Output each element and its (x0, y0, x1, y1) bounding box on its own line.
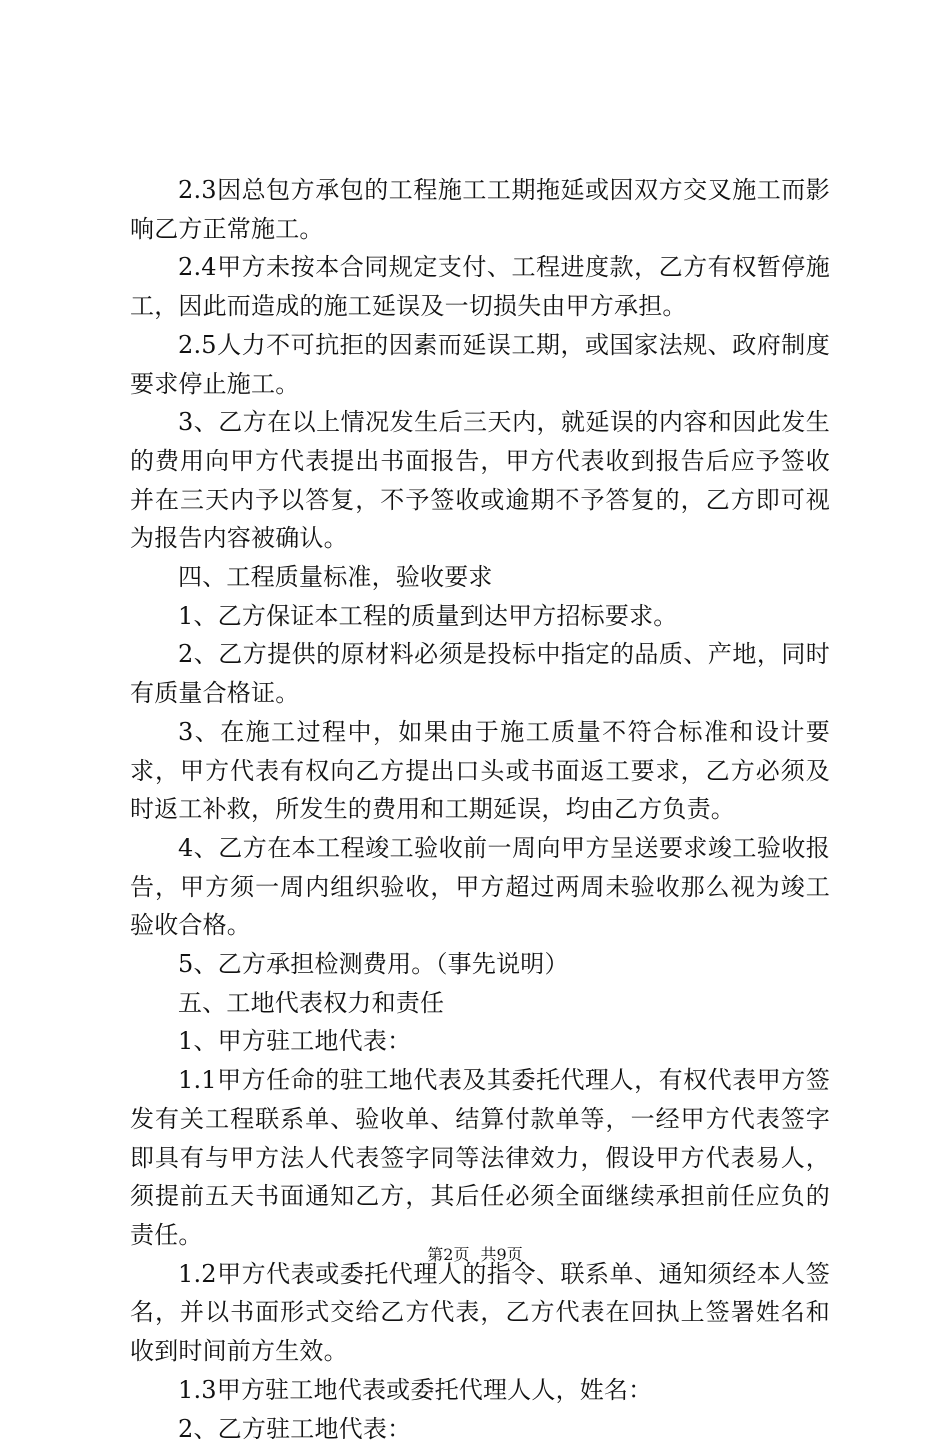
paragraph: 2.5人力不可抗拒的因素而延误工期，或国家法规、政府制度要求停止施工。 (130, 326, 830, 403)
paragraph: 1.2甲方代表或委托代理人的指令、联系单、通知须经本人签名，并以书面形式交给乙方代表，乙方代表在回执上签署姓名和收到时间前方生效。 (130, 1255, 830, 1371)
paragraph: 2.4甲方未按本合同规定支付、工程进度款，乙方有权暂停施工，因此而造成的施工延误及一切损失由甲方承担。 (130, 248, 830, 325)
paragraph: 3、乙方在以上情况发生后三天内，就延误的内容和因此发生的费用向甲方代表提出书面报告，甲方代表收到报告后应予签收并在三天内予以答复，不予签收或逾期不予答复的，乙方即可视为报告内容被确认。 (130, 403, 830, 558)
paragraph: 3、在施工过程中，如果由于施工质量不符合标准和设计要求，甲方代表有权向乙方提出口头或书面返工要求，乙方必须及时返工补救，所发生的费用和工期延误，均由乙方负责。 (130, 713, 830, 829)
paragraph: 2、乙方驻工地代表： (130, 1410, 830, 1448)
section-heading: 五、工地代表权力和责任 (130, 984, 830, 1023)
page-footer (0, 1245, 950, 1265)
paragraph: 1、乙方保证本工程的质量到达甲方招标要求。 (130, 597, 830, 636)
page-number: 第2页 (427, 1245, 469, 1264)
paragraph: 1.1甲方任命的驻工地代表及其委托代理人，有权代表甲方签发有关工程联系单、验收单、结算付款单等，一经甲方代表签字即具有与甲方法人代表签字同等法律效力，假设甲方代表易人，须提前五天书面通知乙方，其后任必须全面继续承担前任应负的责任。 (130, 1061, 830, 1255)
paragraph: 2、乙方提供的原材料必须是投标中指定的品质、产地，同时有质量合格证。 (130, 635, 830, 712)
paragraph: 1、甲方驻工地代表： (130, 1022, 830, 1061)
section-heading: 四、工程质量标准，验收要求 (130, 558, 830, 597)
paragraph: 1.3甲方驻工地代表或委托代理人人，姓名： (130, 1371, 830, 1410)
paragraph: 5、乙方承担检测费用。（事先说明） (130, 945, 830, 984)
paragraph: 4、乙方在本工程竣工验收前一周向甲方呈送要求竣工验收报告，甲方须一周内组织验收，甲方超过两周未验收那么视为竣工验收合格。 (130, 829, 830, 945)
page-total: 共9页 (481, 1245, 523, 1264)
paragraph: 2.3因总包方承包的工程施工工期拖延或因双方交叉施工而影响乙方正常施工。 (130, 171, 830, 248)
